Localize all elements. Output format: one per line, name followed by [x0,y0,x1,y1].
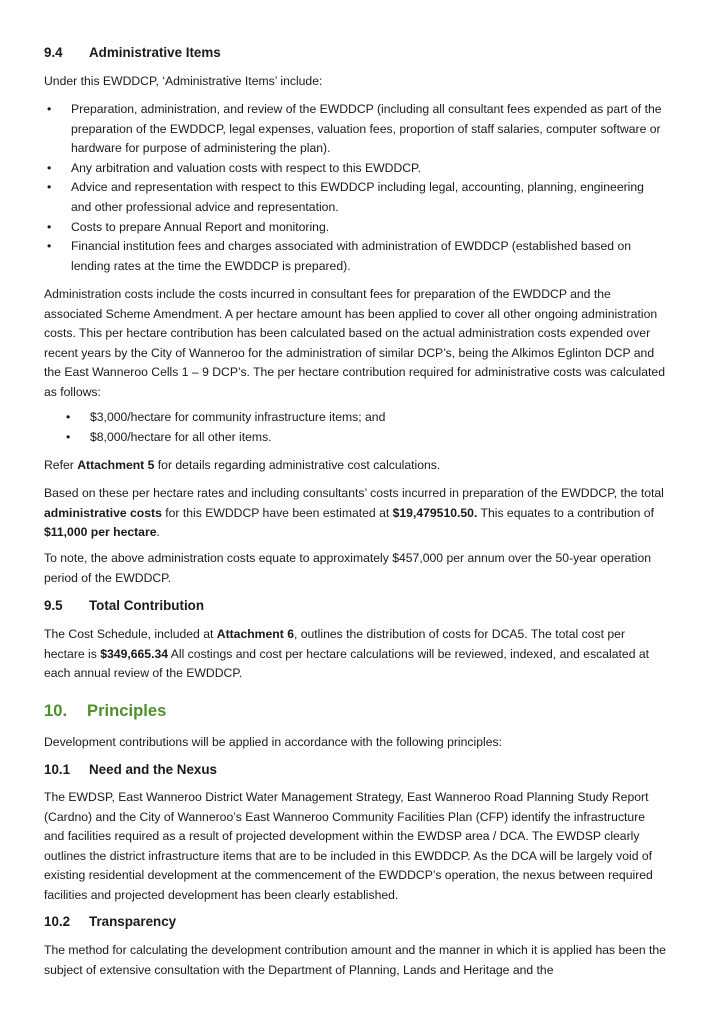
note-paragraph: To note, the above administration costs equate to approximately $457,000 per annum over the 50-year operation period of the EWDDCP. [44,551,652,585]
transparency-paragraph: The method for calculating the development contribution amount and the manner in which it is applied has been the subject of extensive consultation with the Department of Planning, Lands and Heritage and the [44,943,666,977]
section-10-2-heading: 10.2 Transparency [44,914,177,929]
section-9-4-intro: Under this EWDDCP, ‘Administrative Items’ include: [44,74,323,88]
section-9-5-heading: 9.5 Total Contribution [44,598,205,613]
total-admin-cost-paragraph: Based on these per hectare rates and including consultants’ costs incurred in preparation of the EWDDCP, the total administrative costs for this EWDDCP have been estimated at $19,479510.50. This equates to a contribution of $11,000 per hectare. [44,486,664,540]
section-10-1-heading: 10.1 Need and the Nexus [44,762,217,777]
administrative-items-list [44,100,666,276]
list-item: • Advice and representation with respect to this EWDDCP including legal, accounting, planning, engineering and other professional advice and representation. [44,178,666,217]
rates-list [44,408,666,447]
total-contribution-paragraph: The Cost Schedule, included at Attachment 6, outlines the distribution of costs for DCA5. The total cost per hectare is $349,665.34 All costings and cost per hectare calculations will be reviewed, indexed, and escalated at each annual review of the EWDDCP. [44,627,650,681]
list-item: • Any arbitration and valuation costs with respect to this EWDDCP. [44,159,666,179]
list-item: • Preparation, administration, and review of the EWDDCP (including all consultant fees expended as part of the preparation of the EWDDCP, legal expenses, valuation fees, proportion of staff salaries, computer software or hardware for purpose of administering the plan). [44,100,666,159]
list-item: • $8,000/hectare for all other items. [44,428,666,448]
section-10-heading: 10. Principles [44,701,167,720]
refer-attachment-paragraph: Refer Attachment 5 for details regarding administrative cost calculations. [44,458,441,472]
list-item: • $3,000/hectare for community infrastructure items; and [44,408,666,428]
section-9-4-heading: 9.4 Administrative Items [44,45,221,60]
list-item: • Financial institution fees and charges associated with administration of EWDDCP (established based on lending rates at the time the EWDDCP is prepared). [44,237,666,276]
administration-costs-paragraph: Administration costs include the costs incurred in consultant fees for preparation of the EWDDCP and the associated Scheme Amendment. A per hectare amount has been applied to cover all other ongoing administration costs. This per hectare contribution has been calculated based on the actual administration costs expended over recent years by the City of Wanneroo for the administration of similar DCP’s, being the Alkimos Eglinton DCP and the East Wanneroo Cells 1 – 9 DCP’s. The per hectare contribution required for administrative costs was calculated as follows: [44,287,665,399]
need-and-nexus-paragraph: The EWDSP, East Wanneroo District Water Management Strategy, East Wanneroo Road Planning Study Report (Cardno) and the City of Wanneroo’s East Wanneroo Community Facilities Plan (CFP) identify the infrastructure and facilities required as a result of projected development within the EWDSP area / DCA. The EWDSP clearly outlines the district infrastructure items that are to be included in this EWDDCP. As the DCA will be largely void of existing residential development at the commencement of the EWDDCP’s operation, the nexus between required facilities and projected development has been clearly established. [44,790,653,902]
principles-intro: Development contributions will be applied in accordance with the following principles: [44,735,502,749]
list-item: • Costs to prepare Annual Report and monitoring. [44,218,666,238]
